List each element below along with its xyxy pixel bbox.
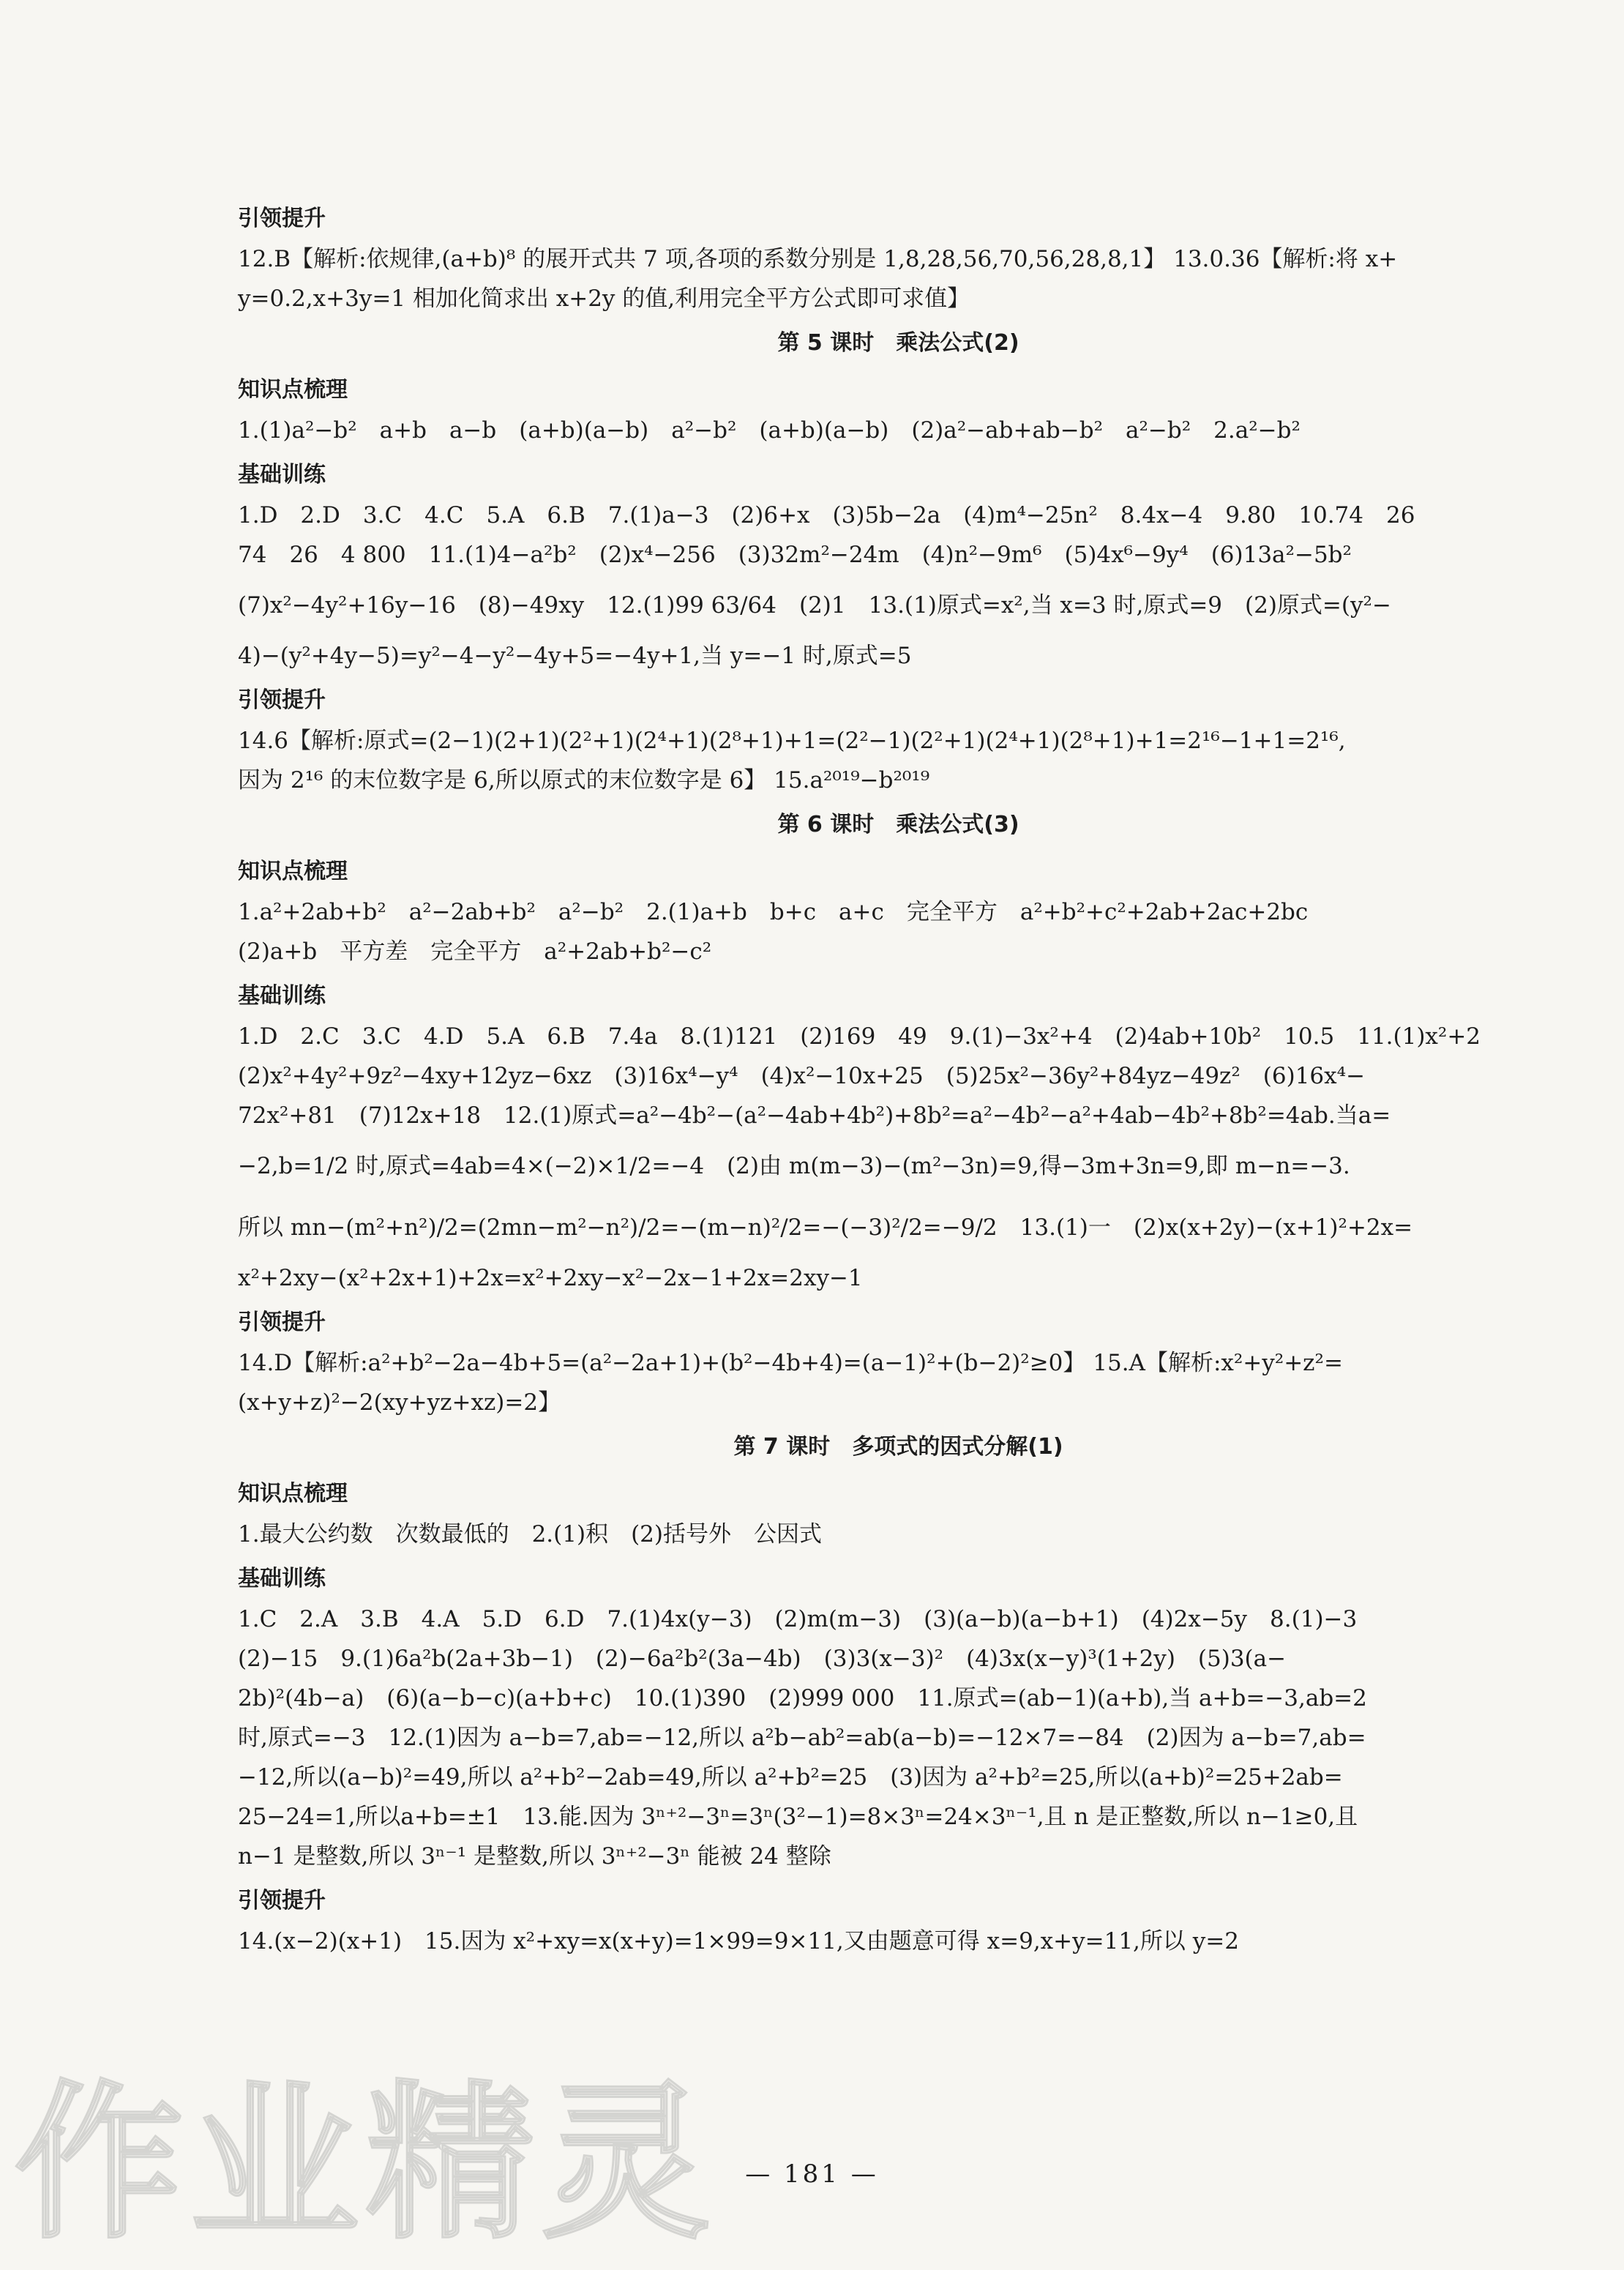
answer-line: x²+2xy−(x²+2x+1)+2x=x²+2xy−x²−2x−1+2x=2xy−1 xyxy=(238,1265,863,1291)
answer-line: 2b)²(4b−a) (6)(a−b−c)(a+b+c) 10.(1)390 (2)999 000 11.原式=(ab−1)(a+b),当 a+b=−3,ab=2 xyxy=(238,1685,1367,1711)
answer-line: 72x²+81 (7)12x+18 12.(1)原式=a²−4b²−(a²−4ab+4b²)+8b²=a²−4b²−a²+4ab−4b²+8b²=4ab.当a= xyxy=(238,1102,1391,1129)
answer-line: 74 26 4 800 11.(1)4−a²b² (2)x⁴−256 (3)32m²−24m (4)n²−9m⁶ (5)4x⁶−9y⁴ (6)13a²−5b² xyxy=(238,542,1352,568)
answer-line: 1.(1)a²−b² a+b a−b (a+b)(a−b) a²−b² (a+b)(a−b) (2)a²−ab+ab−b² a²−b² 2.a²−b² xyxy=(238,417,1301,444)
answer-line: (2)a+b 平方差 完全平方 a²+2ab+b²−c² xyxy=(238,938,712,965)
watermark: 作业精灵 xyxy=(15,2066,718,2262)
section-heading: 引领提升 xyxy=(238,687,326,713)
section-heading: 知识点梳理 xyxy=(238,377,348,403)
answer-line: 12.B【解析:依规律,(a+b)⁸ 的展开式共 7 项,各项的系数分别是 1,8,28,56,70,56,28,8,1】 13.0.36【解析:将 x+ xyxy=(238,246,1398,272)
section-heading: 引领提升 xyxy=(238,206,326,231)
answer-line: 时,原式=−3 12.(1)因为 a−b=7,ab=−12,所以 a²b−ab²=ab(a−b)=−12×7=−84 (2)因为 a−b=7,ab= xyxy=(238,1725,1366,1751)
answer-line: (2)−15 9.(1)6a²b(2a+3b−1) (2)−6a²b²(3a−4b) (3)3(x−3)² (4)3x(x−y)³(1+2y) (5)3(a− xyxy=(238,1646,1287,1672)
answer-line: 1.最大公约数 次数最低的 2.(1)积 (2)括号外 公因式 xyxy=(238,1521,822,1547)
answer-line: (2)x²+4y²+9z²−4xy+12yz−6xz (3)16x⁴−y⁴ (4)x²−10x+25 (5)25x²−36y²+84yz−49z² (6)16x⁴− xyxy=(238,1063,1366,1089)
section-heading: 知识点梳理 xyxy=(238,1481,348,1507)
lesson-title: 第 7 课时 多项式的因式分解(1) xyxy=(733,1434,1063,1460)
answer-line: (x+y+z)²−2(xy+yz+xz)=2】 xyxy=(238,1389,561,1416)
section-heading: 基础训练 xyxy=(238,983,326,1009)
section-heading: 知识点梳理 xyxy=(238,859,348,884)
lesson-title: 第 6 课时 乘法公式(3) xyxy=(777,812,1019,837)
answer-line: 1.D 2.D 3.C 4.C 5.A 6.B 7.(1)a−3 (2)6+x (3)5b−2a (4)m⁴−25n² 8.4x−4 9.80 10.74 26 xyxy=(238,502,1415,529)
answer-line: 25−24=1,所以a+b=±1 13.能.因为 3ⁿ⁺²−3ⁿ=3ⁿ(3²−1)=8×3ⁿ=24×3ⁿ⁻¹,且 n 是正整数,所以 n−1≥0,且 xyxy=(238,1804,1358,1830)
answer-line: n−1 是整数,所以 3ⁿ⁻¹ 是整数,所以 3ⁿ⁺²−3ⁿ 能被 24 整除 xyxy=(238,1843,831,1870)
answer-content xyxy=(238,194,1559,1961)
section-heading: 引领提升 xyxy=(238,1888,326,1914)
section-heading: 基础训练 xyxy=(238,1566,326,1591)
lesson-title: 第 5 课时 乘法公式(2) xyxy=(777,330,1019,356)
answer-line: y=0.2,x+3y=1 相加化简求出 x+2y 的值,利用完全平方公式即可求值】 xyxy=(238,285,970,312)
section-heading: 引领提升 xyxy=(238,1310,326,1335)
answer-line: 14.(x−2)(x+1) 15.因为 x²+xy=x(x+y)=1×99=9×11,又由题意可得 x=9,x+y=11,所以 y=2 xyxy=(238,1928,1239,1954)
answer-line: −2,b=1/2 时,原式=4ab=4×(−2)×1/2=−4 (2)由 m(m−3)−(m²−3n)=9,得−3m+3n=9,即 m−n=−3. xyxy=(238,1153,1350,1179)
answer-line: 所以 mn−(m²+n²)/2=(2mn−m²−n²)/2=−(m−n)²/2=−(−3)²/2=−9/2 13.(1)一 (2)x(x+2y)−(x+1)²+2x= xyxy=(238,1214,1413,1241)
page-number: — 181 — xyxy=(745,2159,879,2189)
answer-line: −12,所以(a−b)²=49,所以 a²+b²−2ab=49,所以 a²+b²=25 (3)因为 a²+b²=25,所以(a+b)²=25+2ab= xyxy=(238,1764,1343,1791)
answer-line: 4)−(y²+4y−5)=y²−4−y²−4y+5=−4y+1,当 y=−1 时,原式=5 xyxy=(238,643,912,669)
answer-line: 因为 2¹⁶ 的末位数字是 6,所以原式的末位数字是 6】 15.a²⁰¹⁹−b²⁰¹⁹ xyxy=(238,767,930,794)
answer-line: 14.6【解析:原式=(2−1)(2+1)(2²+1)(2⁴+1)(2⁸+1)+1=(2²−1)(2²+1)(2⁴+1)(2⁸+1)+1=2¹⁶−1+1=2¹⁶, xyxy=(238,728,1346,754)
answer-line: (7)x²−4y²+16y−16 (8)−49xy 12.(1)99 63/64 (2)1 13.(1)原式=x²,当 x=3 时,原式=9 (2)原式=(y²− xyxy=(238,592,1391,619)
section-heading: 基础训练 xyxy=(238,462,326,488)
answer-line: 1.a²+2ab+b² a²−2ab+b² a²−b² 2.(1)a+b b+c a+c 完全平方 a²+b²+c²+2ab+2ac+2bc xyxy=(238,899,1309,925)
answer-line: 1.C 2.A 3.B 4.A 5.D 6.D 7.(1)4x(y−3) (2)m(m−3) (3)(a−b)(a−b+1) (4)2x−5y 8.(1)−3 xyxy=(238,1606,1358,1632)
answer-line: 1.D 2.C 3.C 4.D 5.A 6.B 7.4a 8.(1)121 (2)169 49 9.(1)−3x²+4 (2)4ab+10b² 10.5 11.(1)x²+2 xyxy=(238,1023,1481,1050)
answer-line: 14.D【解析:a²+b²−2a−4b+5=(a²−2a+1)+(b²−4b+4)=(a−1)²+(b−2)²≥0】 15.A【解析:x²+y²+z²= xyxy=(238,1350,1343,1376)
